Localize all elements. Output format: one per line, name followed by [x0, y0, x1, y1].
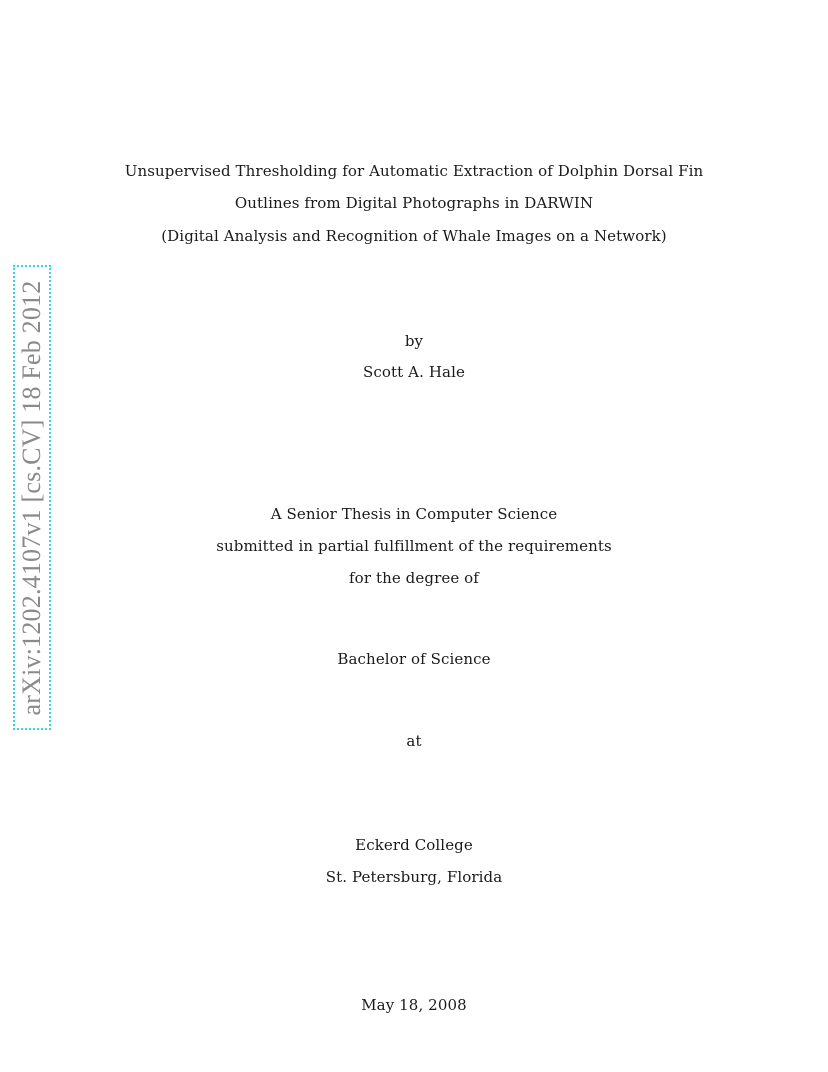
submission-date: May 18, 2008 — [361, 996, 467, 1014]
degree-name: Bachelor of Science — [337, 650, 491, 668]
arxiv-identifier: arXiv:1202.4107v1 [cs.CV] 18 Feb 2012 — [17, 280, 46, 715]
thesis-line-2: submitted in partial fulfillment of the requirements — [216, 537, 612, 555]
title-line-3: (Digital Analysis and Recognition of Whale Images on a Network) — [161, 227, 667, 245]
thesis-line-3: for the degree of — [349, 569, 479, 587]
institution-name: Eckerd College — [355, 836, 473, 854]
title-line-1: Unsupervised Thresholding for Automatic Extraction of Dolphin Dorsal Fin — [124, 162, 704, 180]
thesis-line-1: A Senior Thesis in Computer Science — [270, 505, 558, 523]
by-label: by — [404, 332, 424, 350]
title-line-2: Outlines from Digital Photographs in DARWIN — [234, 194, 594, 212]
at-label: at — [406, 732, 422, 750]
institution-location: St. Petersburg, Florida — [325, 868, 503, 886]
author-name: Scott A. Hale — [363, 363, 465, 381]
